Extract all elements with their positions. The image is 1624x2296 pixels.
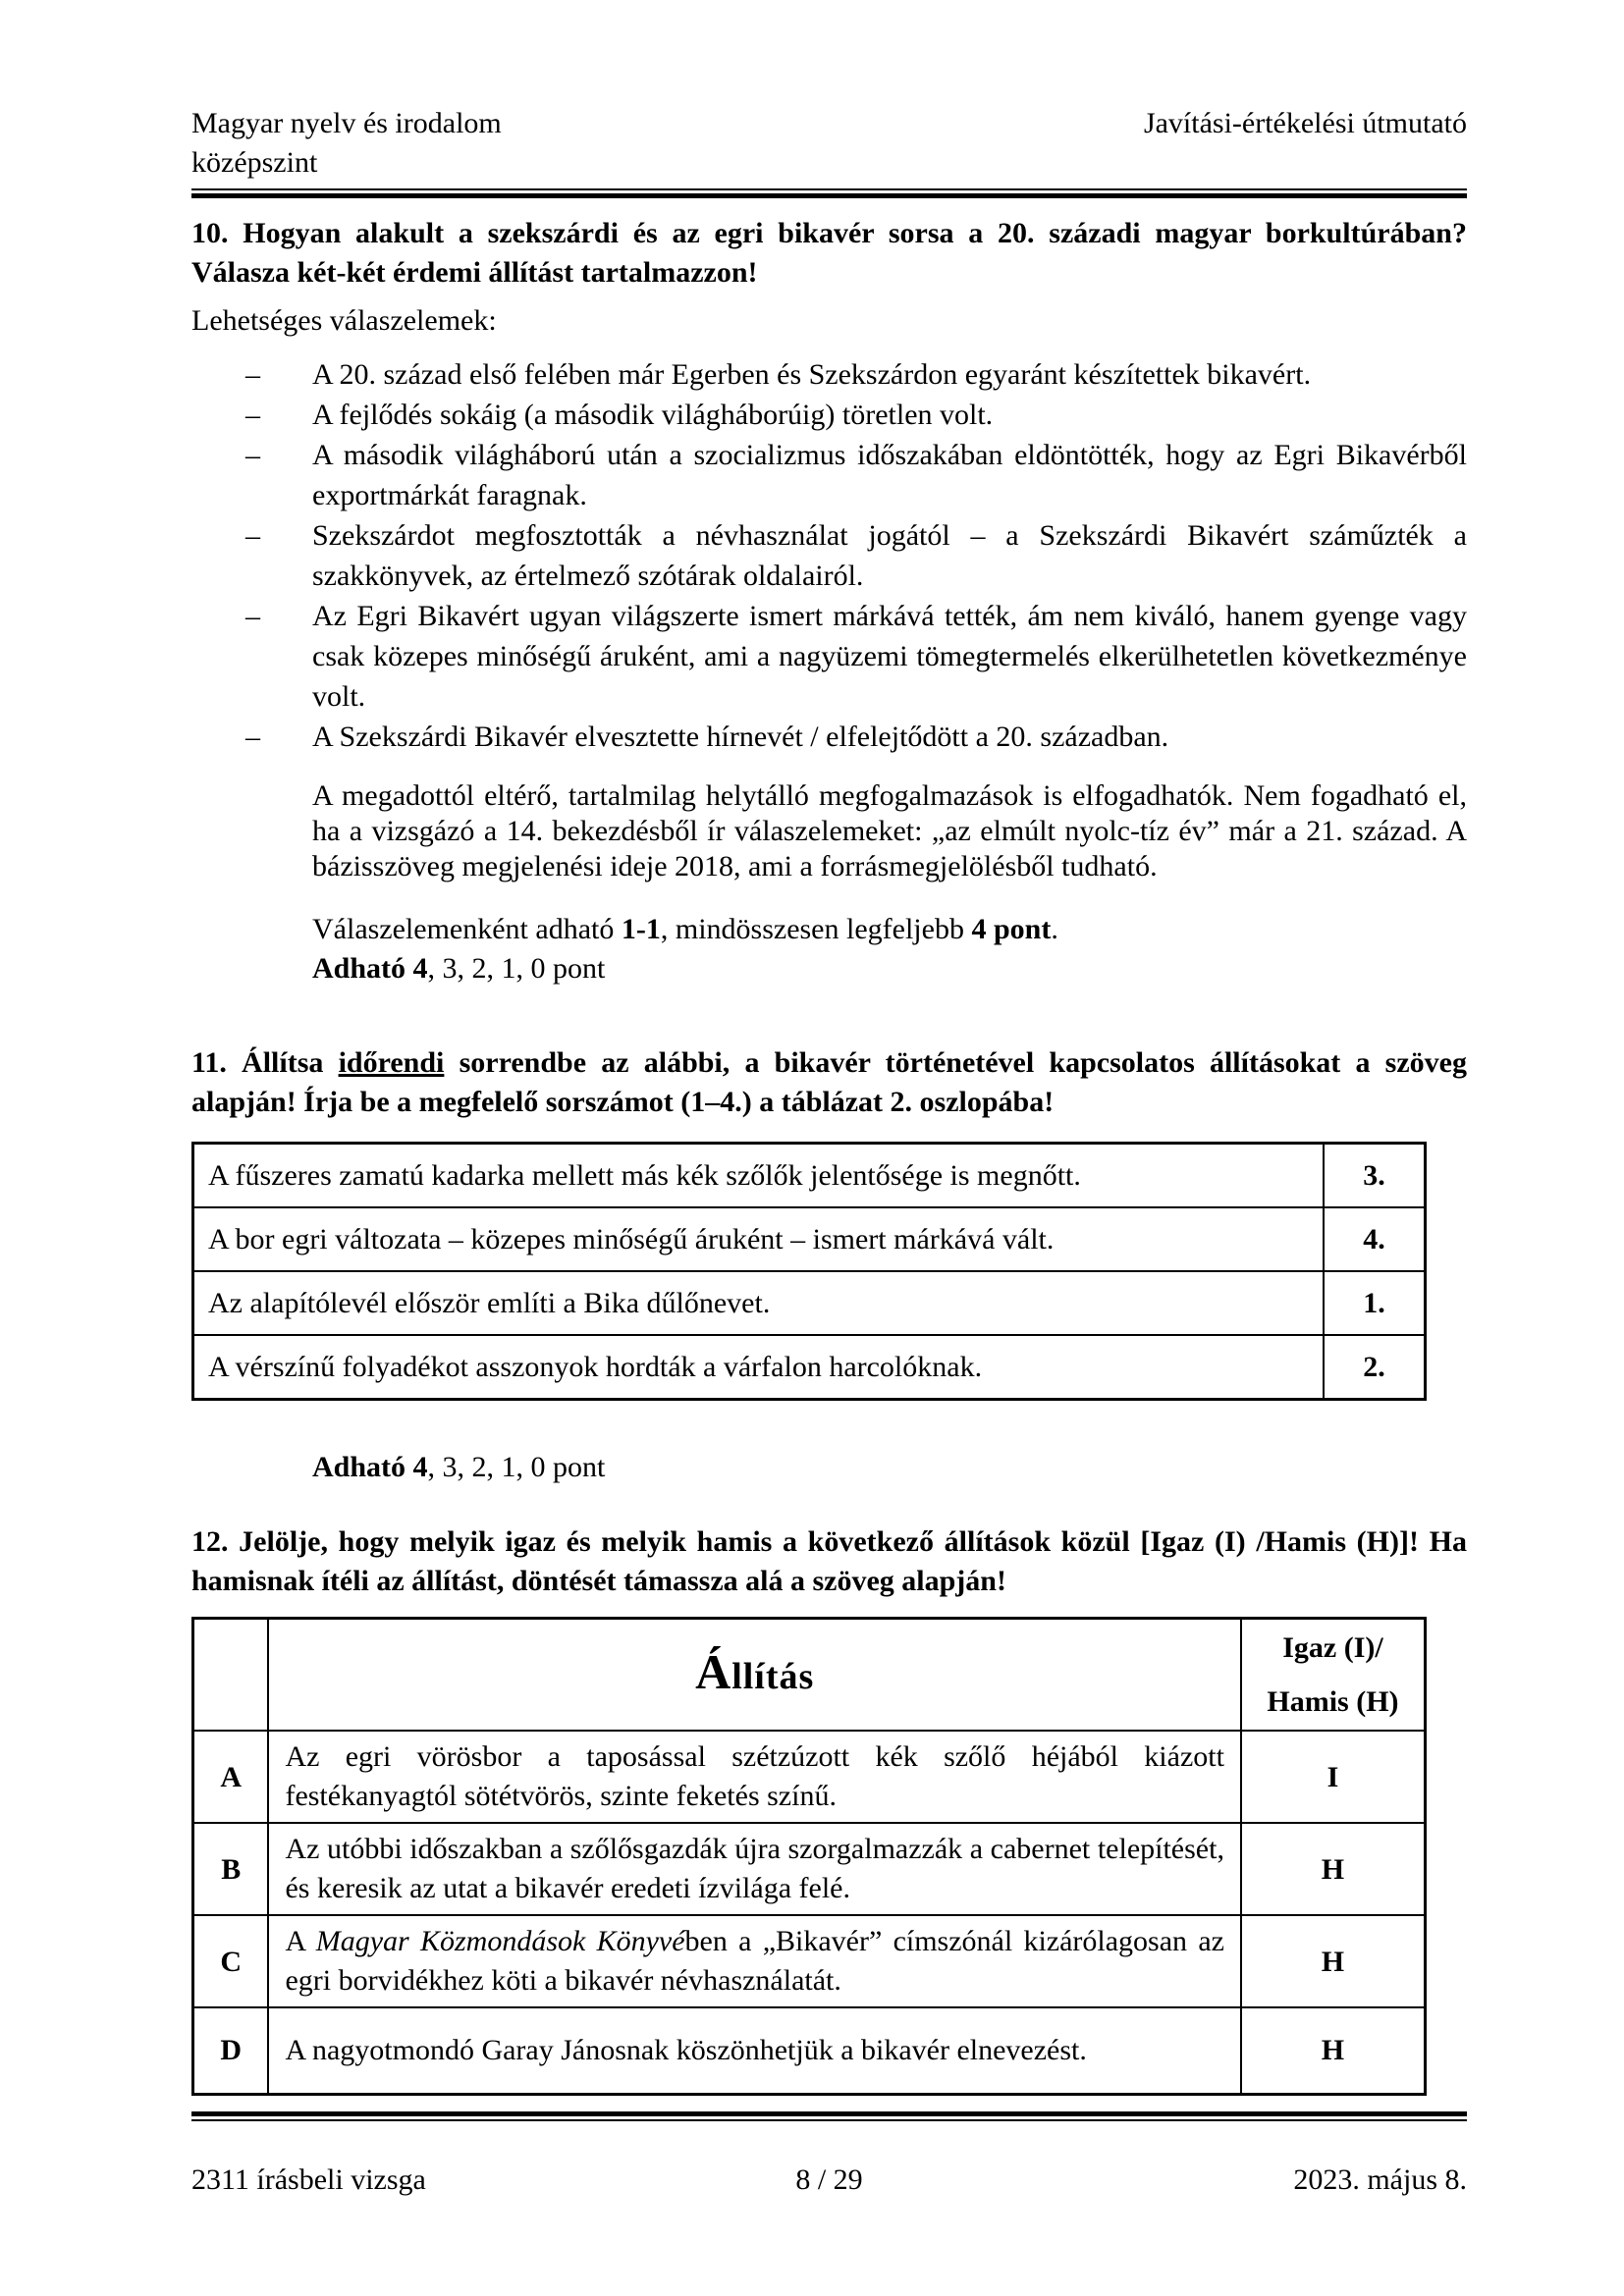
question-12-table — [191, 1617, 1427, 2096]
question-11-title — [191, 1043, 1467, 1122]
points-scale-bold: Adható 4 — [312, 1451, 428, 1483]
list-item — [245, 395, 1467, 435]
truth-header-line: Hamis (H) — [1267, 1685, 1399, 1718]
answer-cell: I — [1241, 1731, 1426, 1823]
table-row — [193, 1144, 1426, 1208]
page-footer — [191, 2161, 1467, 2200]
statement-cell: Az egri vörösbor a taposással szétzúzott kék szőlő héjából kiázott festékanyagtól sötétvörös, szinte feketés színű. — [268, 1731, 1241, 1823]
question-12-title: 12. Jelölje, hogy melyik igaz és melyik hamis a következő állítások közül [Igaz (I) /Hamis (H)]! Ha hamisnak ítéli az állítást, döntését támassza alá a szöveg alapján! — [191, 1525, 1467, 1597]
title-underlined-word: időrendi — [338, 1046, 445, 1079]
title-text: sorrendbe az alábbi, a bikavér történetével kapcsolatos állításokat a szöveg alapján! Írja be a megfelelő sorszámot (1–4.) a táblázat 2. oszlopába! — [191, 1046, 1467, 1118]
list-item-text: A 20. század első felében már Egerben és Szekszárdon egyaránt készítettek bikavért. — [312, 358, 1312, 391]
dash-bullet-icon: – — [245, 399, 260, 431]
page-header — [191, 104, 1467, 183]
question-11-table — [191, 1142, 1427, 1401]
list-item-text: A Szekszárdi Bikavér elvesztette hírnevét / elfelejtődött a 20. században. — [312, 721, 1169, 753]
statement-cell — [268, 1915, 1241, 2007]
scoring-points-each: 1-1 — [621, 913, 661, 945]
header-subject: Magyar nyelv és irodalom — [191, 107, 502, 139]
scoring-points-max: 4 pont — [971, 913, 1052, 945]
list-item-text: Az Egri Bikavért ugyan világszerte ismert márkává tették, ám nem kiváló, hanem gyenge vagy csak közepes minőségű áruként, ami a nagyüzemi tömegtermelés elkerülhetetlen következménye volt. — [312, 600, 1467, 713]
table-row — [193, 2007, 1426, 2094]
list-item — [245, 596, 1467, 717]
list-item — [245, 717, 1467, 757]
header-empty-cell — [193, 1619, 269, 1732]
footer-exam-code: 2311 írásbeli vizsga — [191, 2163, 426, 2196]
dash-bullet-icon: – — [245, 721, 260, 753]
list-item-text: Szekszárdot megfosztották a névhasználat jogától – a Szekszárdi Bikavért száműzték a szakkönyvek, az értelmező szótárak oldalairól. — [312, 519, 1467, 592]
header-truth-cell — [1241, 1619, 1426, 1732]
statement-cell: A nagyotmondó Garay Jánosnak köszönhetjük a bikavér elnevezést. — [268, 2007, 1241, 2094]
question-10-note: A megadottól eltérő, tartalmilag helytálló megfogalmazások is elfogadhatók. Nem fogadható el, ha a vizsgázó a 14. bekezdésből ír válaszelemeket: „az elmúlt nyolc-tíz év” már a 21. század. A bázisszöveg megjelenési ideje 2018, ami a forrásmegjelölésből tudható. — [312, 779, 1467, 882]
list-item-text: A fejlődés sokáig (a második világháborúig) töretlen volt. — [312, 399, 994, 431]
dash-bullet-icon: – — [245, 358, 260, 391]
question-10-points-scale — [312, 949, 1467, 988]
statement-cell: A vérszínű folyadékot asszonyok hordták a várfalon harcolóknak. — [193, 1335, 1325, 1400]
answer-cell: H — [1241, 2007, 1426, 2094]
footer-rule — [191, 2111, 1467, 2121]
question-11-points-scale — [312, 1448, 1467, 1487]
order-number-cell: 3. — [1324, 1144, 1426, 1208]
footer-page-number: 8 / 29 — [795, 2163, 863, 2196]
statement-cell: A bor egri változata – közepes minőségű áruként – ismert márkává vált. — [193, 1207, 1325, 1271]
question-10-title: 10. Hogyan alakult a szekszárdi és az egri bikavér sorsa a 20. századi magyar borkultúrában? Válasza két-két érdemi állítást tartalmazzon! — [191, 217, 1467, 289]
statement-cell: Az alapítólevél először említi a Bika dűlőnevet. — [193, 1271, 1325, 1335]
header-statement-cell: Állítás — [268, 1619, 1241, 1732]
table-row — [193, 1731, 1426, 1823]
statement-cell: Az utóbbi időszakban a szőlősgazdák újra szorgalmazzák a cabernet telepítését, és keresik az utat a bikavér eredeti ízvilága felé. — [268, 1823, 1241, 1915]
table-row — [193, 1335, 1426, 1400]
table-row — [193, 1271, 1426, 1335]
truth-header-line: Igaz (I)/ — [1282, 1631, 1383, 1664]
row-label-cell: A — [193, 1731, 269, 1823]
list-item — [245, 354, 1467, 395]
statement-cell: A fűszeres zamatú kadarka mellett más kék szőlők jelentősége is megnőtt. — [193, 1144, 1325, 1208]
points-scale-rest: , 3, 2, 1, 0 pont — [427, 1451, 606, 1483]
header-doc-title: Javítási-értékelési útmutató — [1143, 107, 1467, 139]
question-10-answer-list — [245, 354, 1467, 757]
table-header-row — [193, 1619, 1426, 1732]
dash-bullet-icon: – — [245, 439, 260, 471]
answer-cell: H — [1241, 1823, 1426, 1915]
list-item-text: A második világháború után a szocializmus időszakában eldöntötték, hogy az Egri Bikavérből exportmárkát faragnak. — [312, 439, 1467, 511]
table-row — [193, 1915, 1426, 2007]
row-label-cell: D — [193, 2007, 269, 2094]
row-label-cell: B — [193, 1823, 269, 1915]
list-item — [245, 515, 1467, 596]
points-scale-bold: Adható 4 — [312, 952, 428, 985]
dash-bullet-icon: – — [245, 519, 260, 552]
row-label-cell: C — [193, 1915, 269, 2007]
table-row — [193, 1823, 1426, 1915]
statement-text: A — [285, 1925, 316, 1957]
scoring-text: . — [1051, 913, 1058, 945]
statement-text: ben a „Bikavér” címszónál kizárólagosan az egri borvidékhez köti a bikavér névhasználatát. — [285, 1925, 1224, 1997]
question-10-scoring — [312, 910, 1467, 949]
statement-book-title: Magyar Közmondások Könyvé — [315, 1925, 685, 1957]
scoring-text: Válaszelemenként adható — [312, 913, 622, 945]
scoring-text: , mindösszesen legfeljebb — [660, 913, 972, 945]
answer-cell: H — [1241, 1915, 1426, 2007]
points-scale-rest: , 3, 2, 1, 0 pont — [427, 952, 606, 985]
question-10-intro: Lehetséges válaszelemek: — [191, 304, 497, 337]
order-number-cell: 1. — [1324, 1271, 1426, 1335]
order-number-cell: 4. — [1324, 1207, 1426, 1271]
dash-bullet-icon: – — [245, 600, 260, 632]
order-number-cell: 2. — [1324, 1335, 1426, 1400]
list-item — [245, 435, 1467, 515]
header-level: középszint — [191, 146, 318, 179]
title-text: 11. Állítsa — [191, 1046, 339, 1079]
table-row — [193, 1207, 1426, 1271]
footer-date: 2023. május 8. — [1293, 2163, 1467, 2196]
header-rule — [191, 188, 1467, 198]
